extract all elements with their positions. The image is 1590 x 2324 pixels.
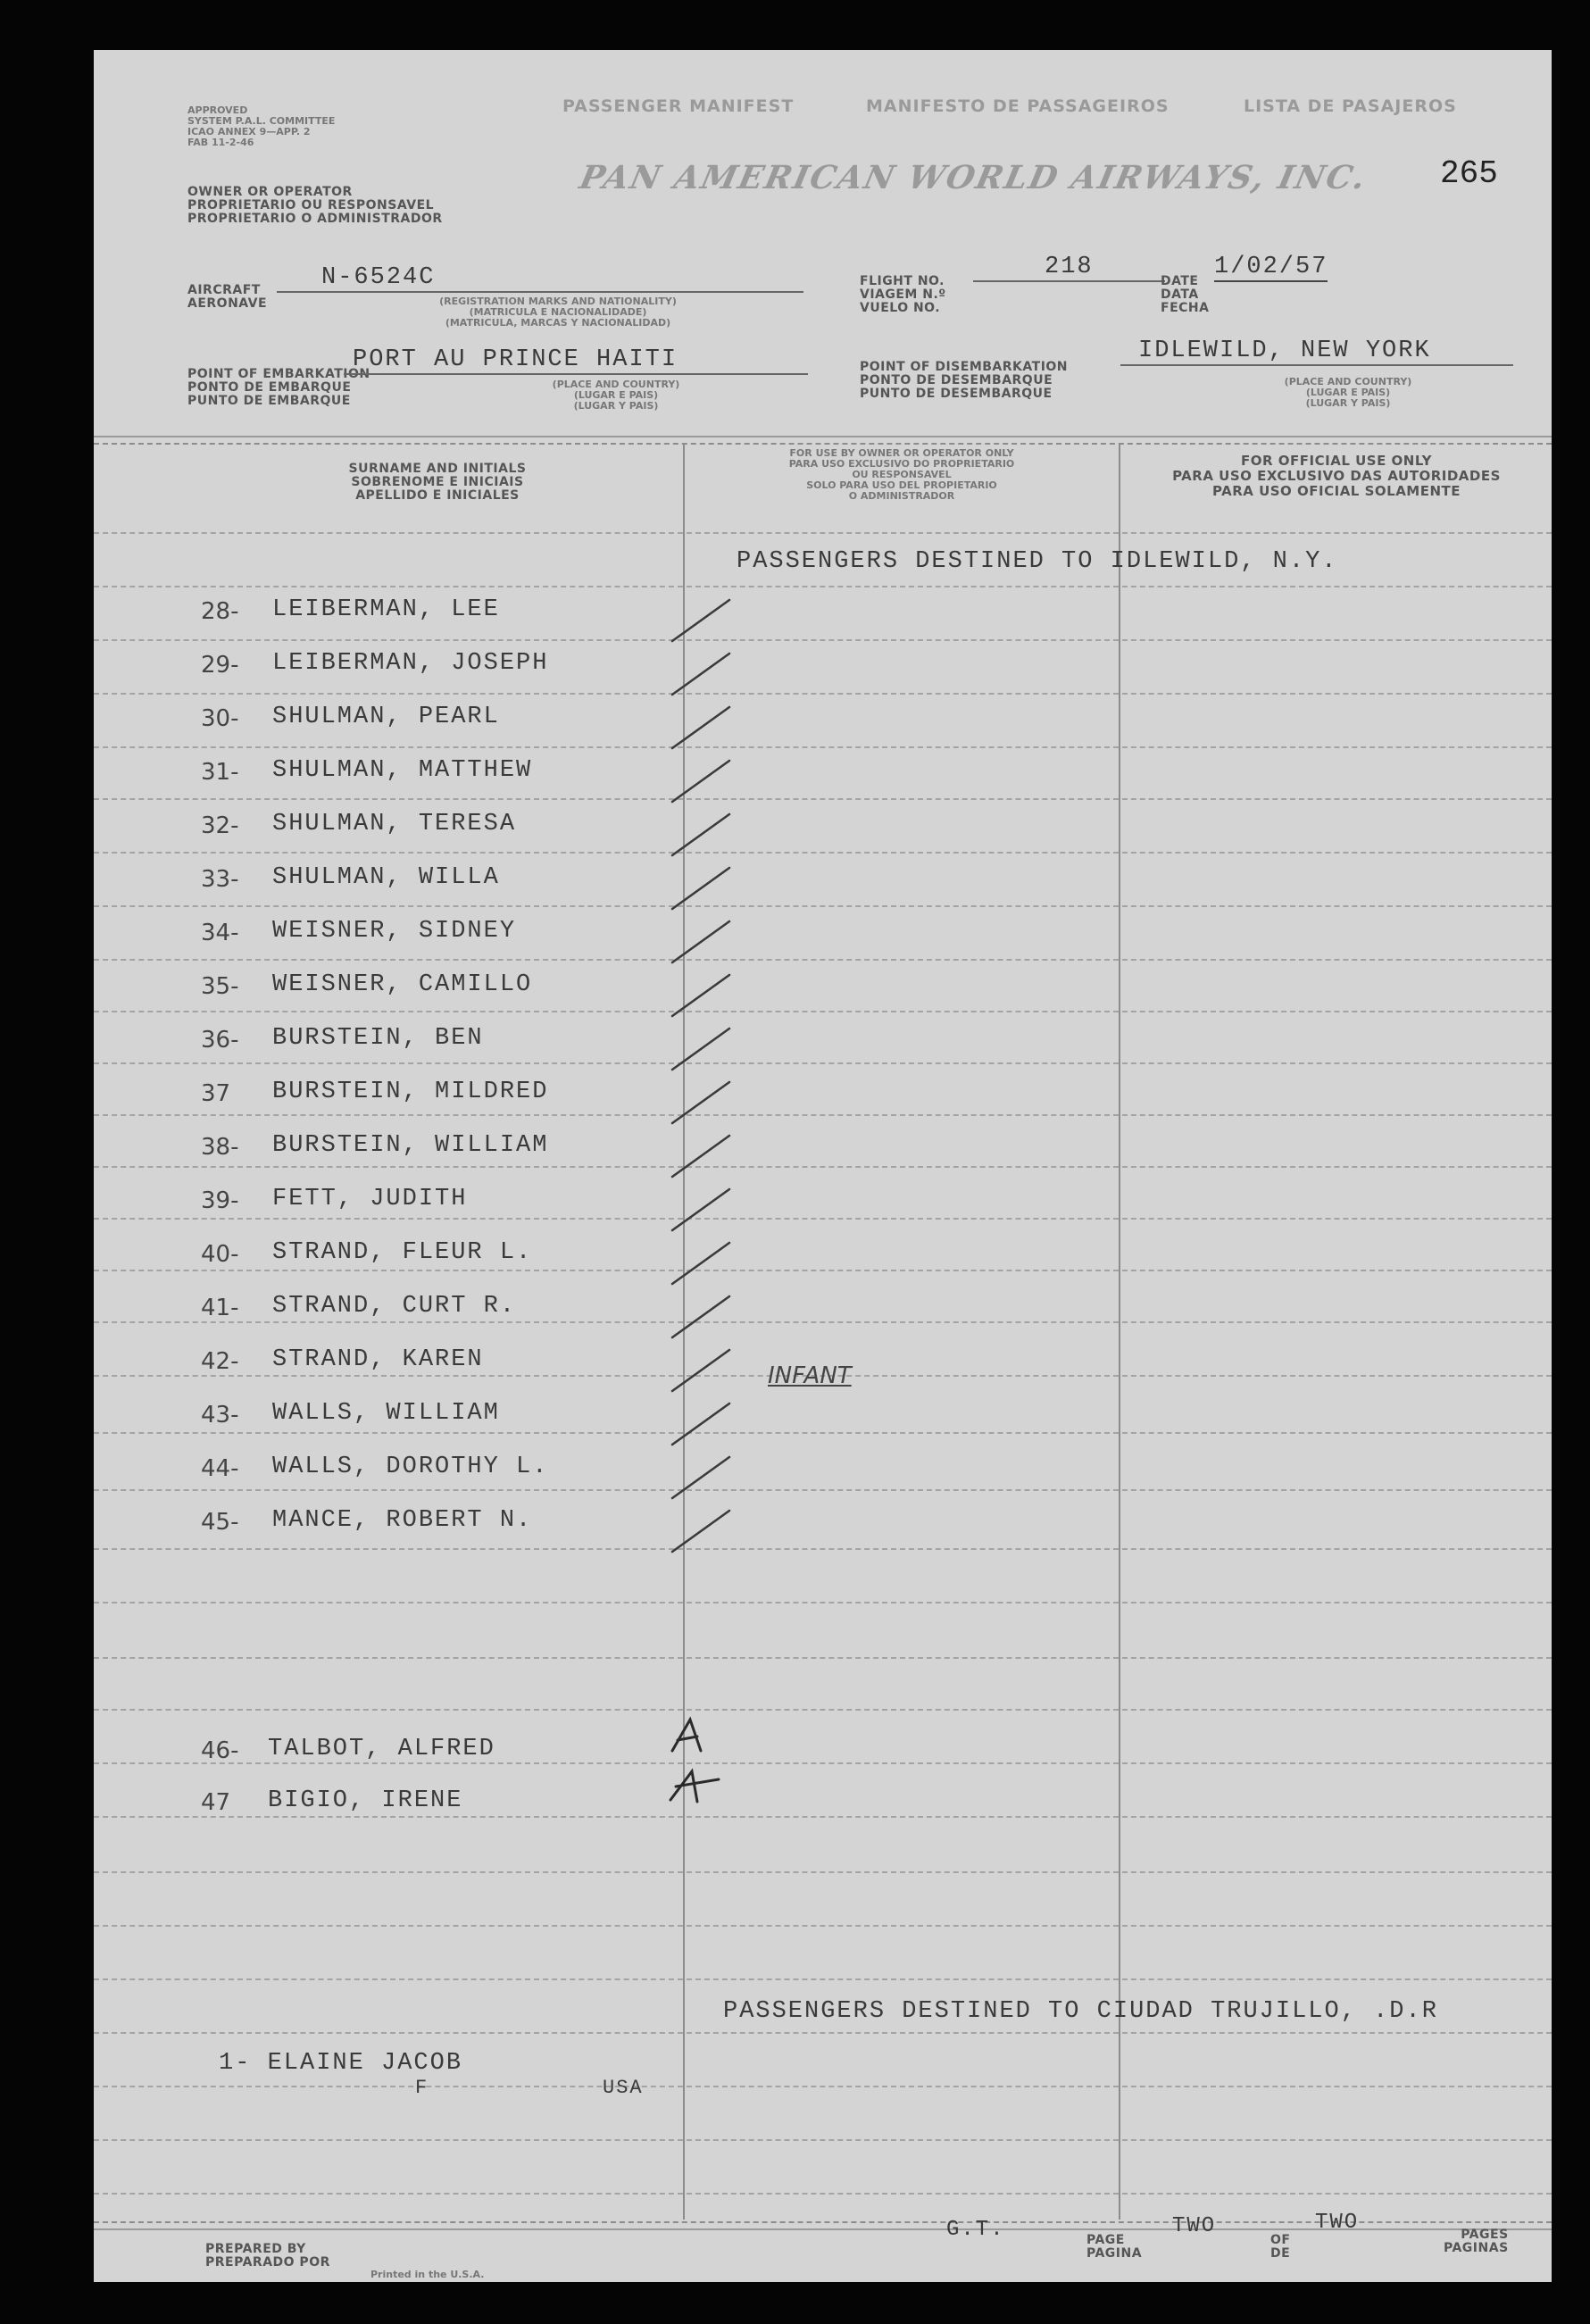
passenger-name: STRAND, FLEUR L. <box>272 1239 533 1266</box>
check-mark <box>672 1136 729 1177</box>
passenger-name: BURSTEIN, MILDRED <box>272 1079 549 1105</box>
passenger-number: 28- <box>201 598 239 625</box>
passenger-name: ELAINE JACOB <box>267 2050 463 2077</box>
flight-value: 218 <box>1045 254 1094 280</box>
hand-mark-a <box>672 1720 701 1751</box>
check-mark <box>672 654 729 695</box>
printed-note: Printed in the U.S.A. <box>370 2269 485 2280</box>
pages-label <box>1444 2228 1509 2255</box>
passenger-name: WALLS, WILLIAM <box>272 1400 500 1427</box>
title-english: PASSENGER MANIFEST <box>562 96 795 116</box>
col-header-line: PARA USO EXCLUSIVO DAS AUTORIDADES <box>1172 468 1501 484</box>
col-header-line: PARA USO OFICIAL SOLAMENTE <box>1211 483 1461 499</box>
approval-line: APPROVED <box>187 104 248 116</box>
of-label-line: DE <box>1270 2246 1291 2261</box>
date-label-line: DATA <box>1161 287 1199 302</box>
section1-note: PASSENGERS DESTINED TO IDLEWILD, N.Y. <box>737 548 1338 575</box>
page-label-line: PAGE <box>1086 2233 1125 2247</box>
col-header-line: O ADMINISTRADOR <box>848 490 955 502</box>
passenger-number: 42- <box>201 1348 239 1375</box>
col-header-line: SURNAME AND INITIALS <box>348 462 527 476</box>
disembark-sub-line: (LUGAR Y PAIS) <box>1305 397 1391 409</box>
passenger-name: STRAND, CURT R. <box>272 1293 517 1320</box>
passenger-name: LEIBERMAN, LEE <box>272 596 500 623</box>
hand-mark-a <box>670 1771 719 1802</box>
page-value: TWO <box>1172 2214 1217 2238</box>
check-marks <box>94 50 1552 2282</box>
passenger-number: 44- <box>201 1455 239 1482</box>
title-spanish: LISTA DE PASAJEROS <box>1244 96 1457 116</box>
disembark-label-line: PONTO DE DESEMBARQUE <box>860 373 1053 387</box>
passenger-number: 46- <box>201 1737 239 1764</box>
page-number: 265 <box>1440 155 1498 192</box>
of-label <box>1270 2234 1290 2261</box>
title-portuguese: MANIFESTO DE PASSAGEIROS <box>866 96 1170 116</box>
of-label-line: OF <box>1270 2233 1291 2247</box>
date-label-line: DATE <box>1161 274 1199 288</box>
passenger-number: 30- <box>201 705 239 732</box>
flight-label-line: FLIGHT NO. <box>860 274 945 288</box>
passenger-name: BIGIO, IRENE <box>268 1787 463 1814</box>
passenger-name: WEISNER, SIDNEY <box>272 918 517 945</box>
owner-label-line: PROPRIETARIO OU RESPONSAVEL <box>187 198 435 212</box>
passenger-number: 40- <box>201 1241 239 1268</box>
passenger-number: 32- <box>201 812 239 839</box>
date-label-line: FECHA <box>1161 301 1210 315</box>
passenger-name: BURSTEIN, BEN <box>272 1025 484 1052</box>
disembark-sub-line: (LUGAR E PAIS) <box>1305 387 1391 398</box>
embark-label-line: POINT OF EMBARKATION <box>187 367 370 381</box>
section2-note: PASSENGERS DESTINED TO CIUDAD TRUJILLO, .D.R <box>723 1998 1438 2025</box>
owner-label-line: OWNER OR OPERATOR <box>187 185 353 199</box>
approval-line: FAB 11-2-46 <box>187 137 254 148</box>
passenger-name: FETT, JUDITH <box>272 1186 468 1212</box>
passenger-country: USA <box>603 2077 644 2099</box>
passenger-number: 47 <box>201 1789 231 1816</box>
handwritten-a-marks <box>670 1720 719 1802</box>
check-mark <box>672 814 729 855</box>
of-value: TWO <box>1315 2211 1360 2235</box>
disembark-label-line: PUNTO DE DESEMBARQUE <box>860 387 1053 401</box>
prepared-by-label <box>205 2243 330 2270</box>
col-header-line: PARA USO EXCLUSIVO DO PROPRIETARIO <box>788 458 1015 470</box>
check-mark <box>672 1243 729 1284</box>
section2-passenger <box>219 2050 462 2077</box>
embark-sub-line: (PLACE AND COUNTRY) <box>552 379 680 390</box>
disembark-value: IDLEWILD, NEW YORK <box>1138 337 1431 364</box>
check-mark <box>672 1457 729 1498</box>
col-header-line: SOBRENOME E INICIAIS <box>351 475 524 489</box>
passenger-name: STRAND, KAREN <box>272 1346 484 1373</box>
aircraft-sub-line: (REGISTRATION MARKS AND NATIONALITY) <box>439 296 677 307</box>
embark-sub-line: (LUGAR E PAIS) <box>573 389 659 401</box>
embark-sub-line: (LUGAR Y PAIS) <box>573 400 659 412</box>
passenger-number: 35- <box>201 973 239 1000</box>
check-mark <box>672 1029 729 1070</box>
passenger-number: 31- <box>201 759 239 786</box>
check-mark <box>672 1350 729 1391</box>
manifest-sheet <box>94 50 1552 2282</box>
passenger-number: 36- <box>201 1027 239 1054</box>
check-mark <box>672 1189 729 1230</box>
check-mark <box>672 707 729 748</box>
flight-label-line: VUELO NO. <box>860 301 941 315</box>
embark-label-line: PUNTO DE EMBARQUE <box>187 394 351 408</box>
check-mark <box>672 1082 729 1123</box>
aircraft-sub-line: (MATRICULA, MARCAS Y NACIONALIDAD) <box>445 317 671 329</box>
embark-label-line: PONTO DE EMBARQUE <box>187 380 352 395</box>
passenger-name: LEIBERMAN, JOSEPH <box>272 650 549 677</box>
col-header-line: OU RESPONSAVEL <box>852 469 952 480</box>
approval-line: ICAO ANNEX 9—APP. 2 <box>187 126 311 137</box>
aircraft-value: N-6524C <box>321 264 436 291</box>
passenger-sex: F <box>415 2077 429 2099</box>
disembark-label-line: POINT OF DISEMBARKATION <box>860 360 1069 374</box>
passenger-number: 29- <box>201 652 239 679</box>
passenger-name: SHULMAN, PEARL <box>272 704 500 730</box>
passenger-number: 39- <box>201 1187 239 1214</box>
check-mark <box>672 975 729 1016</box>
check-mark <box>672 761 729 802</box>
passenger-number: 1- <box>219 2050 252 2077</box>
check-mark <box>672 868 729 909</box>
pages-label-line: PAGINAS <box>1444 2241 1509 2255</box>
embark-value: PORT AU PRINCE HAITI <box>353 346 678 373</box>
pages-label-line: PAGES <box>1461 2228 1509 2242</box>
passenger-number: 38- <box>201 1134 239 1161</box>
passenger-number: 43- <box>201 1402 239 1429</box>
passenger-name: SHULMAN, TERESA <box>272 811 517 837</box>
check-mark <box>672 1296 729 1337</box>
passenger-name: BURSTEIN, WILLIAM <box>272 1132 549 1159</box>
disembark-sub-line: (PLACE AND COUNTRY) <box>1284 376 1412 387</box>
approval-line: SYSTEM P.A.L. COMMITTEE <box>187 115 336 127</box>
check-mark <box>672 1404 729 1445</box>
passenger-name: SHULMAN, WILLA <box>272 864 500 891</box>
passenger-number: 45- <box>201 1509 239 1536</box>
passenger-name: SHULMAN, MATTHEW <box>272 757 533 784</box>
col-header-line: FOR OFFICIAL USE ONLY <box>1241 453 1432 469</box>
aircraft-label-line: AERONAVE <box>187 296 268 311</box>
prepared-label-line: PREPARADO POR <box>205 2255 330 2270</box>
col-header-line: FOR USE BY OWNER OR OPERATOR ONLY <box>789 447 1014 459</box>
passenger-name: WEISNER, CAMILLO <box>272 971 533 998</box>
airline-name: PAN AMERICAN WORLD AIRWAYS, INC. <box>576 159 1371 196</box>
check-mark <box>672 1511 729 1552</box>
date-value: 1/02/57 <box>1214 254 1328 280</box>
infant-note: INFANT <box>768 1362 852 1389</box>
prepared-label-line: PREPARED BY <box>205 2242 306 2256</box>
check-mark <box>672 600 729 641</box>
footer-gt: G.T. <box>946 2218 1005 2242</box>
passenger-name: TALBOT, ALFRED <box>268 1736 495 1762</box>
flight-label-line: VIAGEM N.º <box>860 287 946 302</box>
col-header-line: SOLO PARA USO DEL PROPIETARIO <box>806 479 997 491</box>
aircraft-sub-line: (MATRICULA E NACIONALIDADE) <box>469 306 647 318</box>
passenger-number: 37 <box>201 1080 231 1107</box>
passenger-number: 34- <box>201 920 239 946</box>
aircraft-label-line: AIRCRAFT <box>187 283 261 297</box>
page-label-line: PAGINA <box>1086 2246 1143 2261</box>
col-header-line: APELLIDO E INICIALES <box>355 488 520 503</box>
check-mark <box>672 921 729 962</box>
passenger-name: MANCE, ROBERT N. <box>272 1507 533 1534</box>
owner-label-line: PROPRIETARIO O ADMINISTRADOR <box>187 212 443 226</box>
passenger-number: 41- <box>201 1295 239 1321</box>
passenger-number: 33- <box>201 866 239 893</box>
passenger-name: WALLS, DOROTHY L. <box>272 1454 549 1480</box>
page-label <box>1086 2234 1142 2261</box>
